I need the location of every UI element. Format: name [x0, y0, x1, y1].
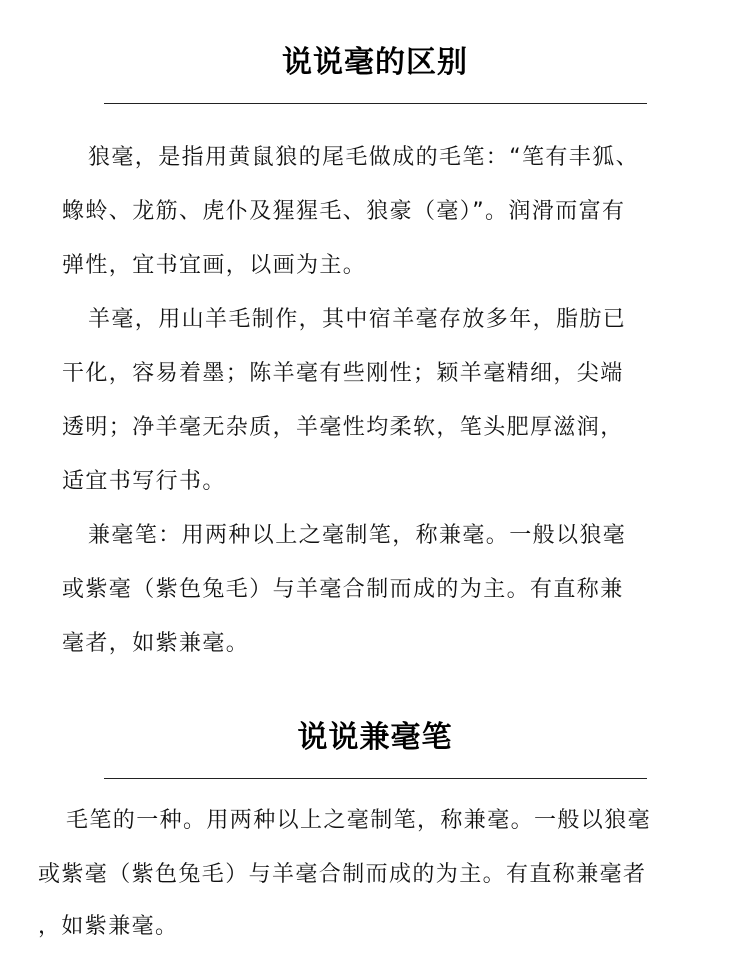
title-divider [104, 778, 647, 779]
text-line: 毛笔的一种。用两种以上之毫制笔，称兼毫。一般以狼毫 [66, 808, 652, 833]
title-divider [104, 103, 647, 104]
text-line: ，如紫兼毫。 [38, 914, 179, 939]
text-line: 兼毫笔：用两种以上之毫制笔，称兼毫。一般以狼毫 [88, 523, 627, 548]
text-line: 羊毫，用山羊毛制作，其中宿羊毫存放多年，脂肪已 [88, 307, 627, 332]
text-line: 狼毫，是指用黄鼠狼的尾毛做成的毛笔：“笔有丰狐、 [88, 145, 639, 170]
text-line: 或紫毫（紫色兔毛）与羊毫合制而成的为主。有直称兼毫者 [38, 862, 647, 887]
text-line: 弹性，宜书宜画，以画为主。 [62, 253, 367, 278]
text-line: 干化，容易着墨；陈羊毫有些刚性；颖羊毫精细，尖端 [62, 361, 624, 386]
text-line: 或紫毫（紫色兔毛）与羊毫合制而成的为主。有直称兼 [62, 577, 624, 602]
text-line: 蟓蛉、龙筋、虎仆及猩猩毛、狼豪（毫）”。润滑而富有 [62, 199, 626, 224]
section-title-brush-hair-differences: 说说毫的区别 [282, 45, 468, 80]
text-line: 毫者，如紫兼毫。 [62, 631, 250, 656]
section-title-mixed-brush: 说说兼毫笔 [297, 720, 453, 755]
text-line: 适宜书写行书。 [62, 469, 226, 494]
text-line: 透明；净羊毫无杂质，羊毫性均柔软，笔头肥厚滋润， [62, 415, 624, 440]
